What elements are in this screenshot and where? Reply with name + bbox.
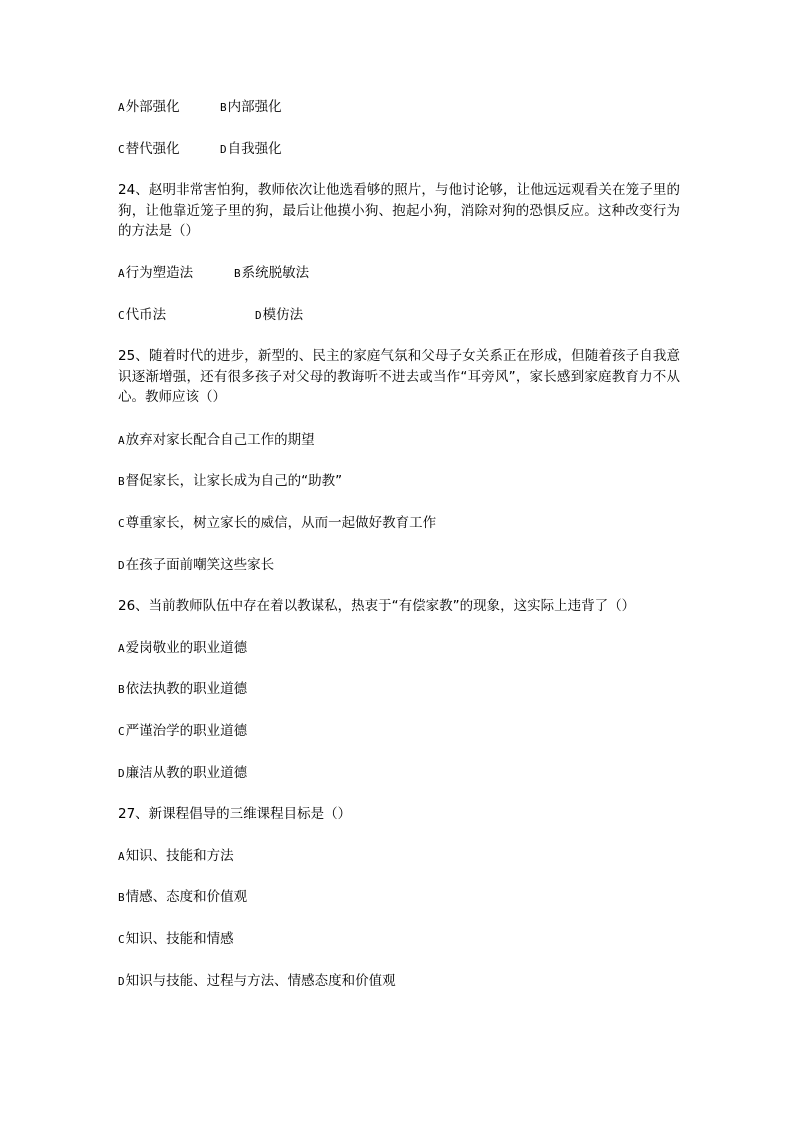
option-text: 行为塑造法 [125, 265, 194, 281]
q25-option-d [118, 555, 274, 576]
q24-options-row-cd [118, 305, 304, 326]
q27-option-d [118, 971, 396, 992]
option-letter: C [118, 725, 125, 738]
q27-option-a [118, 846, 234, 867]
option-letter: B [220, 101, 227, 114]
option-letter: C [118, 517, 125, 530]
option-text: 严谨治学的职业道德 [125, 723, 248, 739]
option-text: 督促家长，让家长成为自己的“助教” [125, 473, 343, 489]
option-text: 情感、态度和价值观 [125, 889, 248, 905]
option-letter: B [118, 891, 125, 904]
option-letter: D [118, 767, 125, 780]
option-letter: C [118, 143, 125, 156]
option-letter: D [118, 975, 125, 988]
q23-option-d [220, 139, 282, 160]
option-text: 外部强化 [125, 99, 180, 115]
option-text: 在孩子面前嘲笑这些家长 [125, 557, 275, 573]
q26-option-a [118, 638, 247, 659]
option-letter: B [118, 475, 125, 488]
option-text: 依法执教的职业道德 [125, 681, 248, 697]
option-letter: A [118, 434, 125, 447]
option-letter: B [234, 267, 241, 280]
q25-option-c [118, 513, 436, 534]
option-text: 尊重家长，树立家长的威信，从而一起做好教育工作 [125, 515, 437, 531]
q25-stem: 25、随着时代的进步，新型的、民主的家庭气氛和父母子女关系正在形成，但随着孩子自我意识逐渐增强，还有很多孩子对父母的教诲听不进去或当作“耳旁风”，家长感到家庭教育力不从心。教师应该（） [118, 348, 680, 405]
option-text: 内部强化 [227, 99, 282, 115]
q24-option-d [255, 305, 303, 326]
q23-options-row-ab [118, 97, 282, 118]
option-letter: C [118, 933, 125, 946]
q27-option-b [118, 887, 247, 908]
option-text: 代币法 [125, 307, 167, 323]
option-text: 知识与技能、过程与方法、情感态度和价值观 [125, 973, 396, 989]
q26-option-d [118, 763, 247, 784]
option-text: 知识、技能和情感 [125, 931, 234, 947]
q24-option-b [234, 263, 309, 284]
option-letter: D [118, 559, 125, 572]
option-text: 替代强化 [125, 141, 180, 157]
q24-option-a [118, 265, 193, 281]
option-text: 放弃对家长配合自己工作的期望 [125, 432, 315, 448]
option-text: 廉洁从教的职业道德 [125, 765, 248, 781]
option-letter: C [118, 309, 125, 322]
q24-option-c [118, 307, 166, 323]
option-letter: B [118, 683, 125, 696]
option-text: 自我强化 [227, 141, 282, 157]
option-letter: D [220, 143, 227, 156]
q25-option-a [118, 430, 315, 451]
q27-option-c [118, 929, 234, 950]
q26-option-b [118, 679, 247, 700]
option-letter: D [255, 309, 262, 322]
q23-options-row-cd [118, 139, 282, 160]
option-letter: A [118, 267, 125, 280]
option-letter: A [118, 642, 125, 655]
option-text: 模仿法 [262, 307, 304, 323]
q26-stem: 26、当前教师队伍中存在着以教谋私，热衷于“有偿家教”的现象，这实际上违背了（） [118, 598, 636, 614]
q24-options-row-ab [118, 263, 310, 284]
q27-stem: 27、新课程倡导的三维课程目标是（） [118, 806, 352, 822]
option-text: 系统脱敏法 [241, 265, 310, 281]
q25-option-b [118, 471, 342, 492]
q23-option-c [118, 141, 180, 157]
q26-option-c [118, 721, 247, 742]
q24-stem: 24、赵明非常害怕狗，教师依次让他选看够的照片，与他讨论够，让他远远观看关在笼子里的狗，让他靠近笼子里的狗，最后让他摸小狗、抱起小狗，消除对狗的恐惧反应。这种改变行为的方法是（） [118, 182, 680, 239]
q23-option-a [118, 99, 180, 115]
q23-option-b [220, 97, 282, 118]
option-text: 爱岗敬业的职业道德 [125, 640, 248, 656]
option-text: 知识、技能和方法 [125, 848, 234, 864]
option-letter: A [118, 101, 125, 114]
option-letter: A [118, 850, 125, 863]
